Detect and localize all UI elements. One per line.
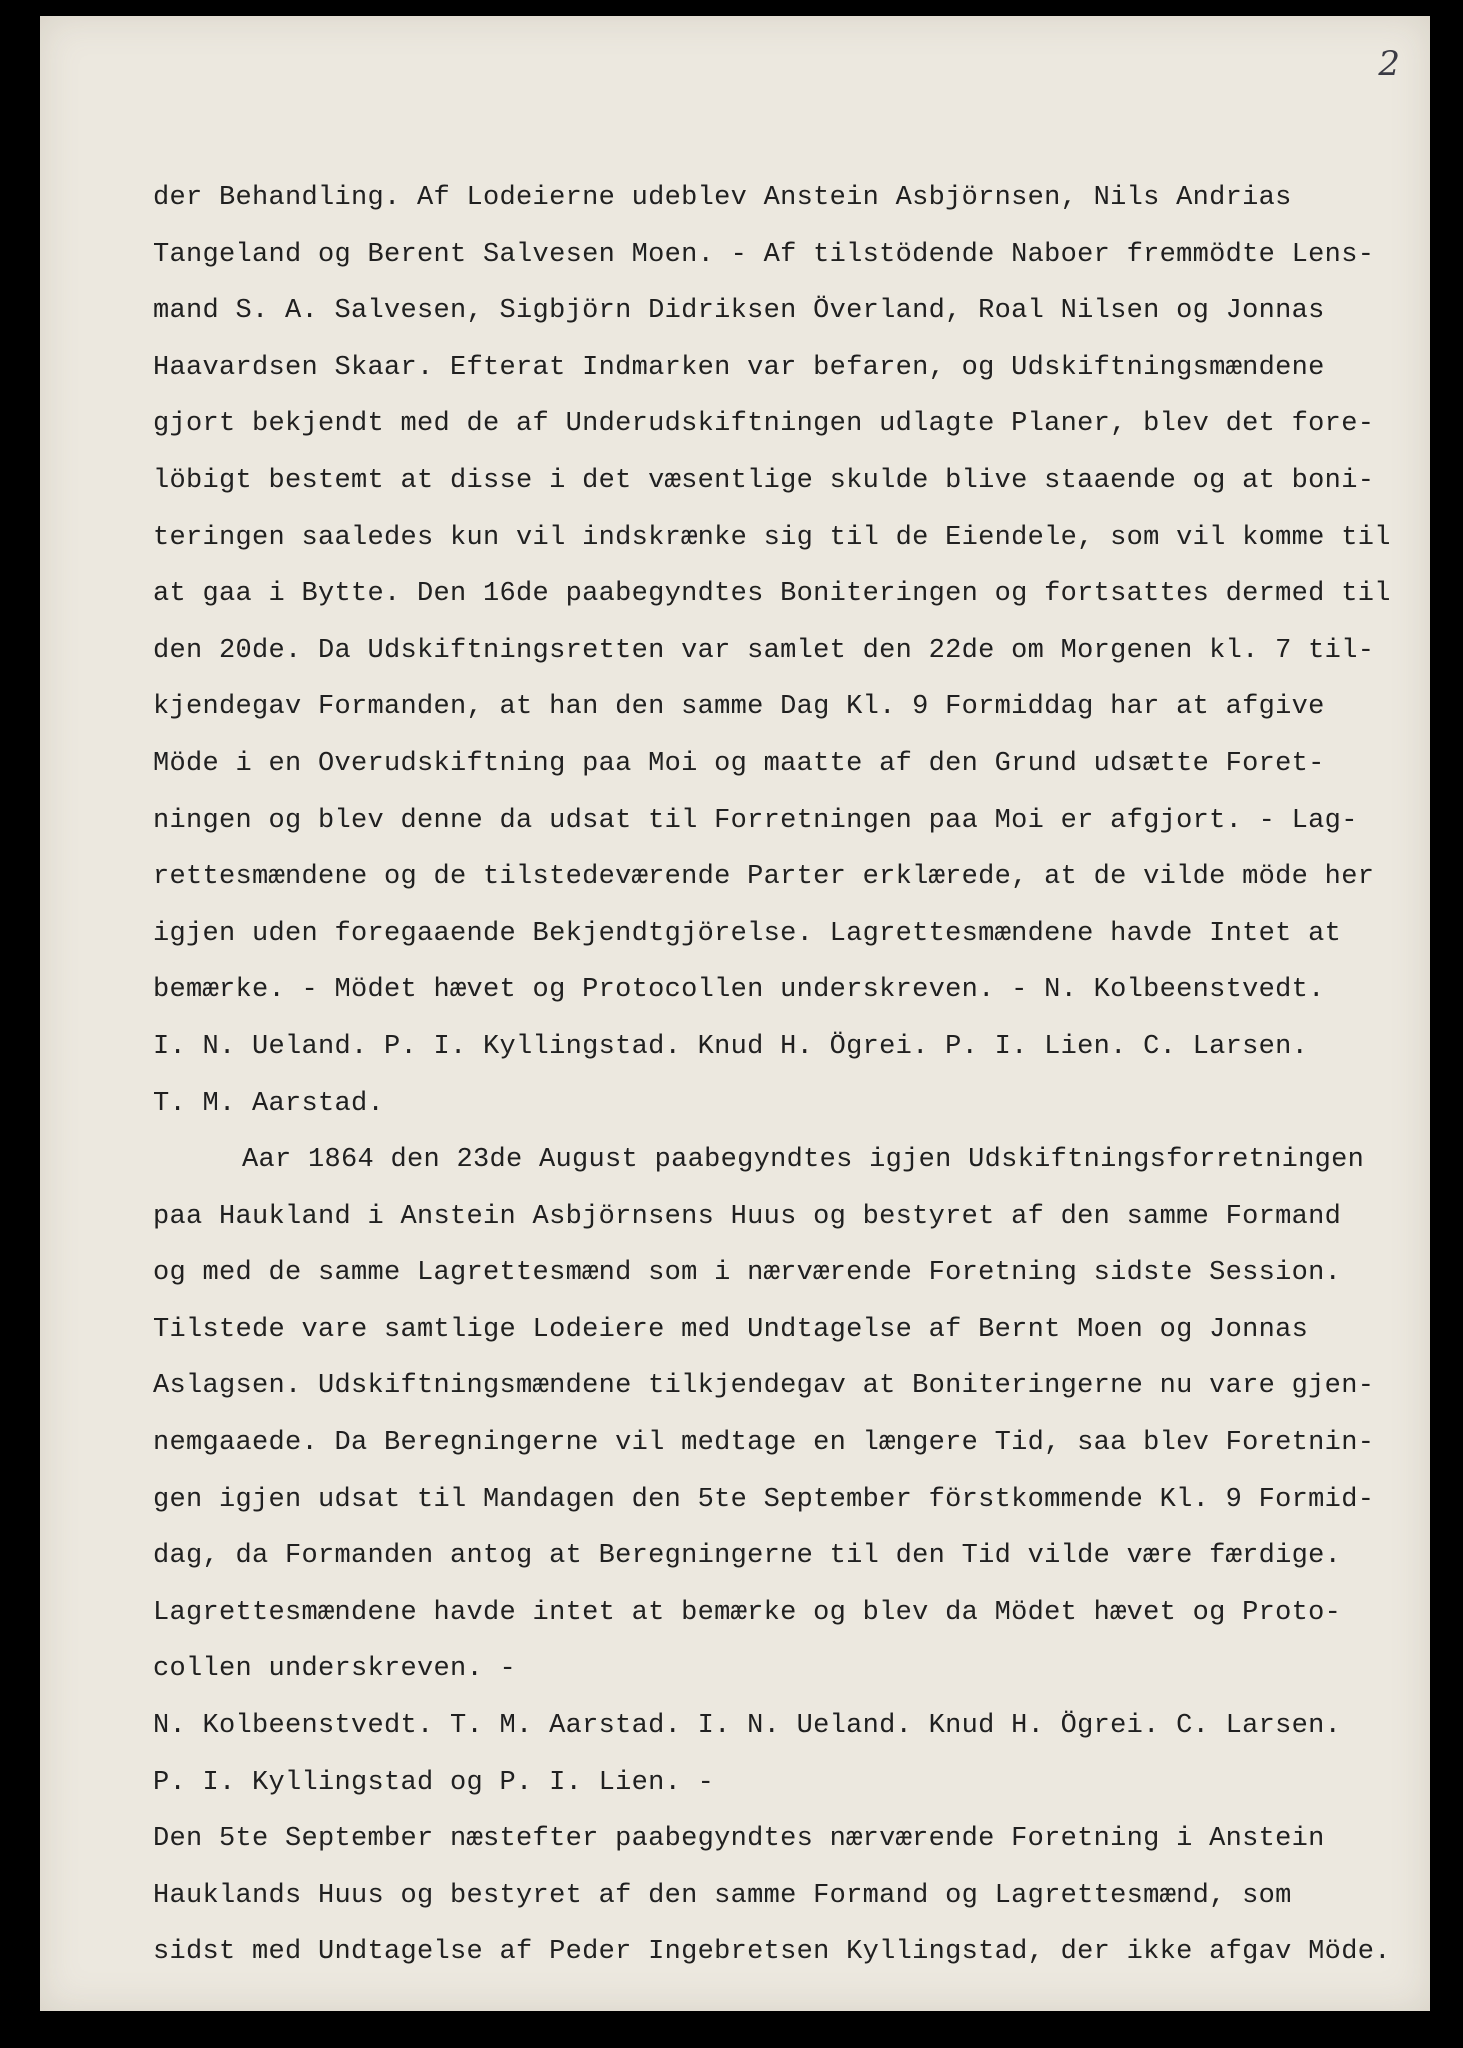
text-line: paa Haukland i Anstein Asbjörnsens Huus og bestyret af den samme Formand [153, 1201, 1342, 1232]
page-number: 2 [1378, 44, 1400, 84]
text-line: mand S. A. Salvesen, Sigbjörn Didriksen Överland, Roal Nilsen og Jonnas [153, 296, 1325, 327]
text-line: rettesmændene og de tilstedeværende Parter erklærede, at de vilde möde her [153, 862, 1375, 893]
text-line: gjort bekjendt med de af Underudskiftningen udlagte Planer, blev det fore- [153, 409, 1375, 440]
text-line: P. I. Kyllingstad og P. I. Lien. - [153, 1767, 715, 1798]
text-line: Möde i en Overudskiftning paa Moi og maatte af den Grund udsætte Foret- [153, 748, 1325, 779]
text-line: Tangeland og Berent Salvesen Moen. - Af tilstödende Naboer fremmödte Lens- [153, 239, 1375, 270]
text-line: ningen og blev denne da udsat til Forretningen paa Moi er afgjort. - Lag- [153, 805, 1358, 836]
text-line: Aar 1864 den 23de August paabegyndtes igjen Udskiftningsforretningen [242, 1145, 1365, 1176]
text-line: nemgaaede. Da Beregningerne vil medtage en længere Tid, saa blev Foretnin- [153, 1428, 1375, 1459]
text-line: og med de samme Lagrettesmænd som i nærværende Foretning sidste Session. [153, 1258, 1342, 1289]
text-line: teringen saaledes kun vil indskrænke sig til de Eiendele, som vil komme til [153, 522, 1391, 553]
text-line: gen igjen udsat til Mandagen den 5te September förstkommende Kl. 9 Formid- [153, 1484, 1375, 1515]
text-line: dag, da Formanden antog at Beregningerne til den Tid vilde være færdige. [153, 1541, 1342, 1572]
text-line: collen underskreven. - [153, 1654, 517, 1685]
text-line: löbigt bestemt at disse i det væsentlige skulde blive staaende og at boni- [153, 465, 1375, 496]
text-line: sidst med Undtagelse af Peder Ingebretsen Kyllingstad, der ikke afgav Möde. [153, 1937, 1391, 1968]
text-line: kjendegav Formanden, at han den samme Dag Kl. 9 Formiddag har at afgive [153, 692, 1325, 723]
document-page [40, 16, 1430, 2011]
document-body [153, 170, 1443, 1981]
text-line: Den 5te September næstefter paabegyndtes nærværende Foretning i Anstein [153, 1824, 1325, 1855]
text-line: I. N. Ueland. P. I. Kyllingstad. Knud H. Ögrei. P. I. Lien. C. Larsen. [153, 1031, 1309, 1062]
text-line: at gaa i Bytte. Den 16de paabegyndtes Boniteringen og fortsattes dermed til [153, 579, 1391, 610]
text-line: der Behandling. Af Lodeierne udeblev Anstein Asbjörnsen, Nils Andrias [153, 183, 1292, 213]
text-line: Aslagsen. Udskiftningsmændene tilkjendegav at Boniteringerne nu vare gjen- [153, 1371, 1375, 1402]
text-line: Haavardsen Skaar. Efterat Indmarken var befaren, og Udskiftningsmændene [153, 352, 1325, 383]
text-line: Hauklands Huus og bestyret af den samme Formand og Lagrettesmænd, som [153, 1880, 1292, 1911]
text-line: T. M. Aarstad. [153, 1088, 385, 1119]
text-line: den 20de. Da Udskiftningsretten var samlet den 22de om Morgenen kl. 7 til- [153, 635, 1375, 666]
text-line: Lagrettesmændene havde intet at bemærke og blev da Mödet hævet og Proto- [153, 1597, 1342, 1628]
text-line: igjen uden foregaaende Bekjendtgjörelse. Lagrettesmændene havde Intet at [153, 918, 1342, 949]
text-line: bemærke. - Mödet hævet og Protocollen underskreven. - N. Kolbeenstvedt. [153, 975, 1325, 1006]
text-line: N. Kolbeenstvedt. T. M. Aarstad. I. N. Ueland. Knud H. Ögrei. C. Larsen. [153, 1711, 1342, 1742]
text-line: Tilstede vare samtlige Lodeiere med Undtagelse af Bernt Moen og Jonnas [153, 1314, 1309, 1345]
